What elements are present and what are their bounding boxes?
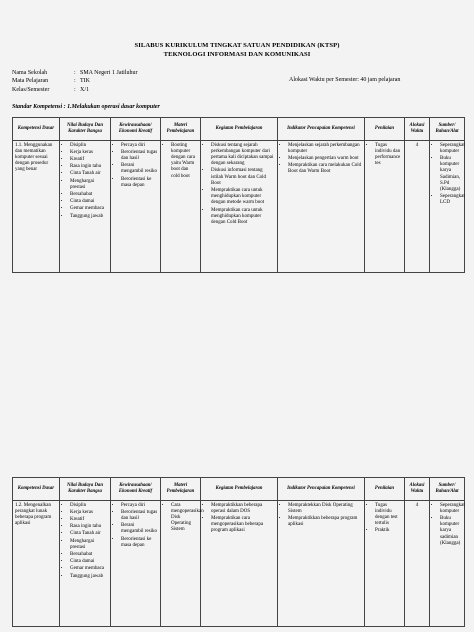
syllabus-table-2 [12,477,465,627]
list-item: • Mempraktikkan beberapa operasi dalam DOS [211,503,275,515]
list-item: • Percaya diri [121,143,158,149]
col-header: Alokasi Waktu [405,478,430,501]
list-item: • Cinta Tanah air [70,531,108,537]
school-info [12,69,138,94]
col-header: Kegiatan Pembelajaran [201,118,278,141]
materi-cell [161,501,204,627]
col-header: Kewirausahaan/ Ekonomi Kreatif [111,478,161,501]
col-header: Penilaian [365,478,405,501]
col-header: Nilai Budaya Dan Karakter Bangsa [60,118,111,141]
list-item: • Cinta Tanah air [70,171,108,177]
list-item: • Rasa ingin tahu [70,524,108,530]
list-item: • Cinta damai [70,199,108,205]
syllabus-table-1 [12,117,465,273]
list-item: • Bersahabat [70,552,108,558]
kd-cell: 1.2. Mengenalkan perangkat lunak beberapa program aplikasi [13,501,60,627]
list-item: • Tugas individu dengan test tertulis [375,503,402,528]
list-item: • Seperangkat komputer [440,503,462,515]
list-item: • Berorientasi ke masa depan [121,537,158,549]
table-header-row [13,478,465,501]
list-item: • Mempraktekkan Disk Operating Sistem [288,503,362,515]
kd-cell: 1.1. Menggunakan dan mematikan komputer sesuai dengan prosedur yang benar [13,141,60,273]
col-header: Nilai Budaya Dan Karakter Bangsa [60,478,111,501]
col-header: Kompetensi Dasar [13,118,60,141]
list-item: • Percaya diri [121,503,158,509]
list-item: • Buku komputer karya Sadimian, S.Pd (Klangga) [440,156,462,193]
list-item: • Bersahabat [70,192,108,198]
nilai-cell [60,141,111,273]
table-row [13,141,465,273]
separator: : [74,70,76,76]
separator: : [74,86,76,93]
list-item: • Kerja keras [70,150,108,156]
school-value: SMA Negeri 1 Jatiluhur [80,70,138,76]
time-allocation: Alokasi Waktu per Semester: 40 jam pelajaran [289,77,401,83]
list-item: • Disiplin [70,503,108,509]
col-header: Indikator Pencapaian Kompetensi [278,478,365,501]
list-item: • Menjelaskan pengertian warm boot [288,156,362,162]
list-item: • Berorientasi tugas dan hasil [121,150,158,162]
list-item: • Kreatif [70,157,108,163]
kewirausahaan-cell [111,501,161,627]
competency-standard: Standar Kompetensi : 1.Melakukan operasi dasar komputer [12,104,160,110]
penilaian-cell [365,141,405,273]
col-header: Materi Pembelajaran [161,478,201,501]
indikator-cell [278,501,365,627]
col-header: Materi Pembelajaran [161,118,201,141]
nilai-cell [60,501,111,627]
col-header: Sumber/ Bahan/Alat [430,478,465,501]
school-label: Nama Sekolah [12,70,48,76]
penilaian-cell [365,501,405,627]
subject-value: TIK [80,78,90,85]
list-item: • Disiplin [70,143,108,149]
list-item: • Diskusi tentang sejarah perkembangan komputer dari pertama kali diciptakan sampai dengan sekarang [211,143,275,168]
subject-label: Mata Pelajaran [12,78,49,85]
list-item: • Cara mengoperasikan Disk Operating Sistem [171,503,198,534]
list-item: • Kreatif [70,517,108,523]
list-item: • Mempraktikan cara untuk menghidupkan komputer dengan Cold Boot [211,208,275,227]
list-item: • Seperangkat komputer [440,143,462,155]
col-header: Kompetensi Dasar [13,478,60,501]
table-header-row [13,118,465,141]
col-header: Penilaian [365,118,405,141]
col-header: Alokasi Waktu [405,118,430,141]
kewirausahaan-cell [111,141,161,273]
kegiatan-cell [201,141,278,273]
list-item: • Gemar membaca [70,566,108,572]
separator: : [74,78,76,85]
class-value: X/1 [80,86,89,93]
list-item: • Tanggung jawab [70,574,108,580]
waktu-cell: 4 [405,141,430,273]
document-title: SILABUS KURIKULUM TINGKAT SATUAN PENDIDIKAN (KTSP) [134,42,340,49]
list-item: • Gemar membaca [70,206,108,212]
col-header: Indikator Pencapaian Kompetensi [278,118,365,141]
waktu-cell: 4 [405,501,430,627]
sumber-cell [430,141,465,273]
list-item: • Buku komputer karya sadimian (Klangga) [440,516,462,547]
col-header: Sumber/ Bahan/Alat [430,118,465,141]
list-item: • Menjelaskan sejarah perkembangan komputer [288,143,362,155]
sumber-cell [430,501,465,627]
list-item: • Seperangkat LCD [440,194,462,206]
list-item: • Mempraktikan cara untuk menghidupkan komputer dengan metode warm boot [211,188,275,207]
list-item: • Mempraktikan cara mengoperasikan beberapa program aplikasi [211,516,275,535]
list-item: • Menghargai prestasi [70,179,108,191]
list-item: • Menghargai prestasi [70,539,108,551]
list-item: • Berorientasi ke masa depan [121,177,158,189]
list-item: • Booting komputer dengan cara yaitu Warm boot dan cold boot [171,143,198,180]
document-subtitle: TEKNOLOGI INFORMASI DAN KOMUNIKASI [163,51,311,58]
list-item: • Tanggung jawab [70,214,108,220]
col-header: Kewirausahaan/ Ekonomi Kreatif [111,118,161,141]
list-item: • Diskusi informasi tentang istilah Warm boot dan Cold Boot [211,168,275,187]
materi-cell [161,141,201,273]
list-item: • Kerja keras [70,510,108,516]
list-item: • Cinta damai [70,559,108,565]
list-item: • Tugas individu dan performance tes [375,143,402,168]
col-header: Kegiatan Pembelajaran [201,478,278,501]
class-label: Kelas/Semester [12,86,50,93]
list-item: • Praktik [375,528,402,534]
list-item: • Berani mengambil resiko [121,523,158,535]
kegiatan-cell [201,501,278,627]
indikator-cell [278,141,365,273]
table-row [13,501,465,627]
list-item: • Mempraktikkan beberapa program aplikasi [288,516,362,528]
list-item: • Rasa ingin tahu [70,164,108,170]
list-item: • Berani mengambil resiko [121,163,158,175]
list-item: • Mempraktikan cara melakukan Cold Boot dan Warm Boot [288,163,362,175]
list-item: • Berorientasi tugas dan hasil [121,510,158,522]
